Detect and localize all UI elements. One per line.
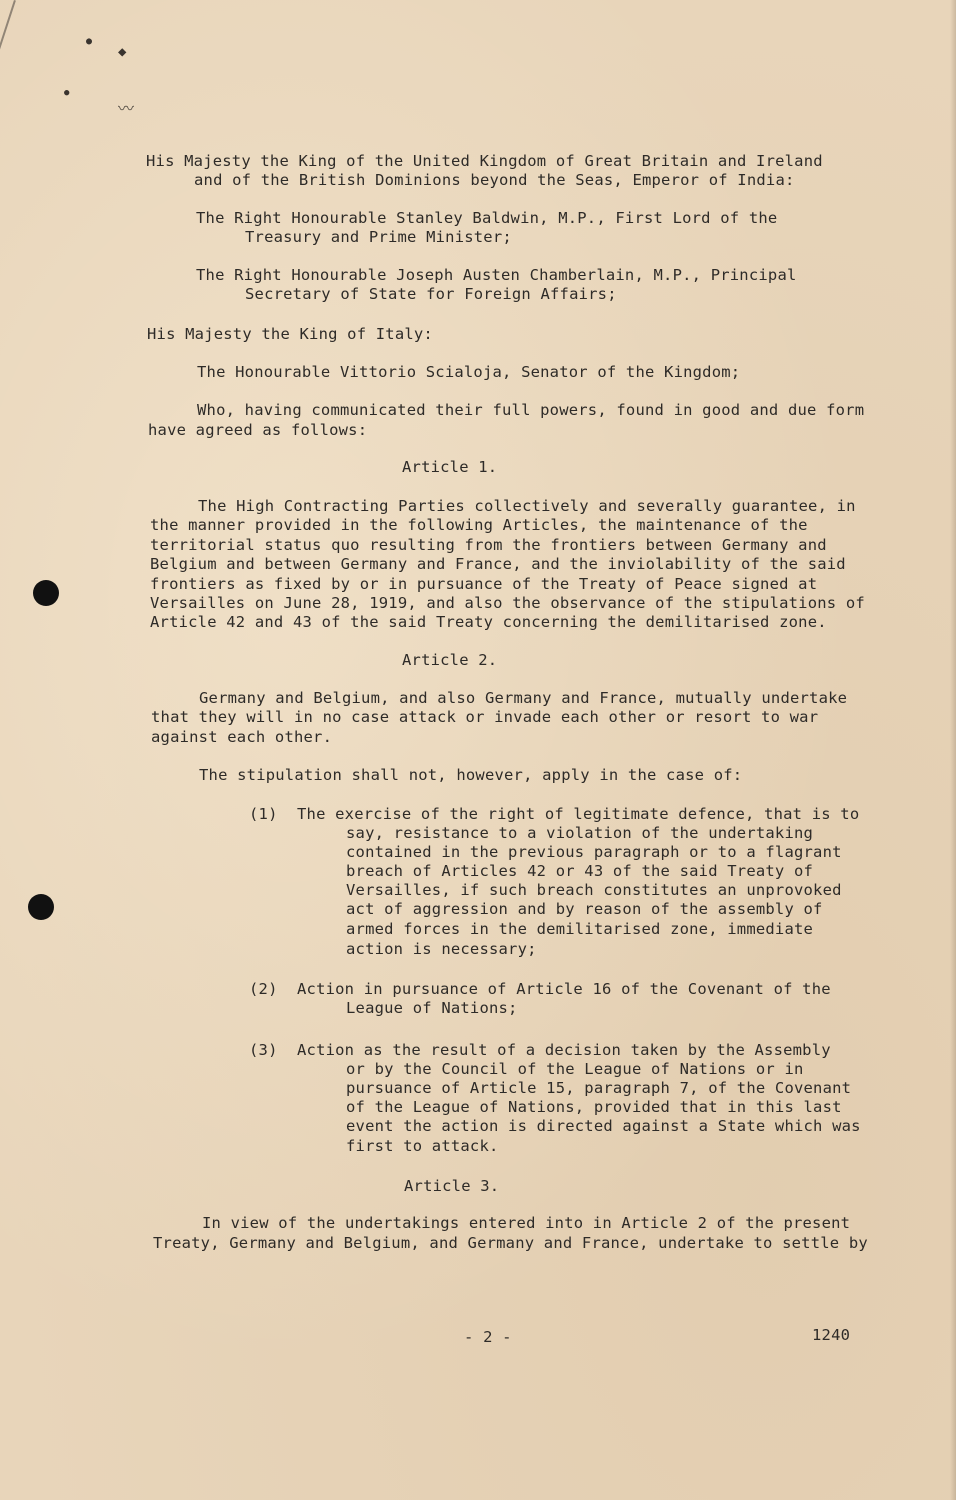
item3-line: first to attack.: [346, 1137, 499, 1155]
item3-line: event the action is directed against a State which was: [346, 1117, 861, 1135]
paper-edge: [950, 0, 956, 1500]
preamble-chamberlain-line2: Secretary of State for Foreign Affairs;: [245, 285, 617, 303]
article3-line: Treaty, Germany and Belgium, and Germany and France, undertake to settle by: [153, 1234, 868, 1252]
article2-para1-line: that they will in no case attack or invade each other or resort to war: [151, 708, 819, 726]
article1-line: The High Contracting Parties collectively and severally guarantee, in: [198, 497, 856, 515]
ink-mark-dot: ●: [86, 36, 93, 47]
article1-line: Belgium and between Germany and France, and the inviolability of the said: [150, 555, 846, 573]
article1-line: Article 42 and 43 of the said Treaty concerning the demilitarised zone.: [150, 613, 827, 631]
item2-number: (2): [249, 980, 278, 998]
item1-line: action is necessary;: [346, 940, 537, 958]
preamble-uk-line2: and of the British Dominions beyond the Seas, Emperor of India:: [194, 171, 795, 189]
item3-line: or by the Council of the League of Nations or in: [346, 1060, 804, 1078]
item1-line: contained in the previous paragraph or to a flagrant: [346, 843, 842, 861]
punch-hole-bottom: [28, 894, 54, 920]
ink-mark-speck: ●: [64, 88, 70, 98]
article2-para2: The stipulation shall not, however, apply in the case of:: [199, 766, 743, 784]
article1-line: frontiers as fixed by or in pursuance of the Treaty of Peace signed at: [150, 575, 818, 593]
article1-heading: Article 1.: [402, 458, 498, 476]
item3-line: Action as the result of a decision taken by the Assembly: [297, 1041, 831, 1059]
item3-line: of the League of Nations, provided that in this last: [346, 1098, 842, 1116]
item1-line: breach of Articles 42 or 43 of the said Treaty of: [346, 862, 814, 880]
article2-para1-line: against each other.: [151, 728, 333, 746]
article1-line: the manner provided in the following Articles, the maintenance of the: [150, 516, 808, 534]
preamble-powers-line2: have agreed as follows:: [148, 421, 368, 439]
item3-number: (3): [249, 1041, 278, 1059]
folio-number: 1240: [812, 1326, 851, 1344]
ink-mark-diamond: ◆: [118, 44, 127, 60]
item1-number: (1): [249, 805, 278, 823]
article1-line: territorial status quo resulting from the frontiers between Germany and: [150, 536, 827, 554]
item1-line: act of aggression and by reason of the assembly of: [346, 900, 823, 918]
ink-mark-squiggle: 〰: [118, 99, 135, 118]
item1-line: Versailles, if such breach constitutes an unprovoked: [346, 881, 842, 899]
item2-line: League of Nations;: [346, 999, 518, 1017]
preamble-powers-line1: Who, having communicated their full powers, found in good and due form: [197, 401, 865, 419]
article3-heading: Article 3.: [404, 1177, 500, 1195]
punch-hole-top: [33, 580, 59, 606]
item1-line: say, resistance to a violation of the undertaking: [346, 824, 814, 842]
preamble-baldwin-line2: Treasury and Prime Minister;: [245, 228, 512, 246]
page-number: - 2 -: [464, 1328, 512, 1346]
preamble-italy-line: His Majesty the King of Italy:: [147, 325, 433, 343]
preamble-chamberlain-line1: The Right Honourable Joseph Austen Chamberlain, M.P., Principal: [196, 266, 797, 284]
preamble-uk-line1: His Majesty the King of the United Kingdom of Great Britain and Ireland: [146, 152, 823, 170]
article3-line: In view of the undertakings entered into in Article 2 of the present: [202, 1214, 851, 1232]
item1-line: armed forces in the demilitarised zone, immediate: [346, 920, 814, 938]
article2-heading: Article 2.: [402, 651, 498, 669]
article1-line: Versailles on June 28, 1919, and also the observance of the stipulations of: [150, 594, 865, 612]
preamble-scialoja-line: The Honourable Vittorio Scialoja, Senator of the Kingdom;: [197, 363, 741, 381]
item2-line: Action in pursuance of Article 16 of the Covenant of the: [297, 980, 831, 998]
preamble-baldwin-line1: The Right Honourable Stanley Baldwin, M.P., First Lord of the: [196, 209, 778, 227]
article2-para1-line: Germany and Belgium, and also Germany and France, mutually undertake: [199, 689, 848, 707]
item3-line: pursuance of Article 15, paragraph 7, of the Covenant: [346, 1079, 852, 1097]
item1-line: The exercise of the right of legitimate defence, that is to: [297, 805, 860, 823]
